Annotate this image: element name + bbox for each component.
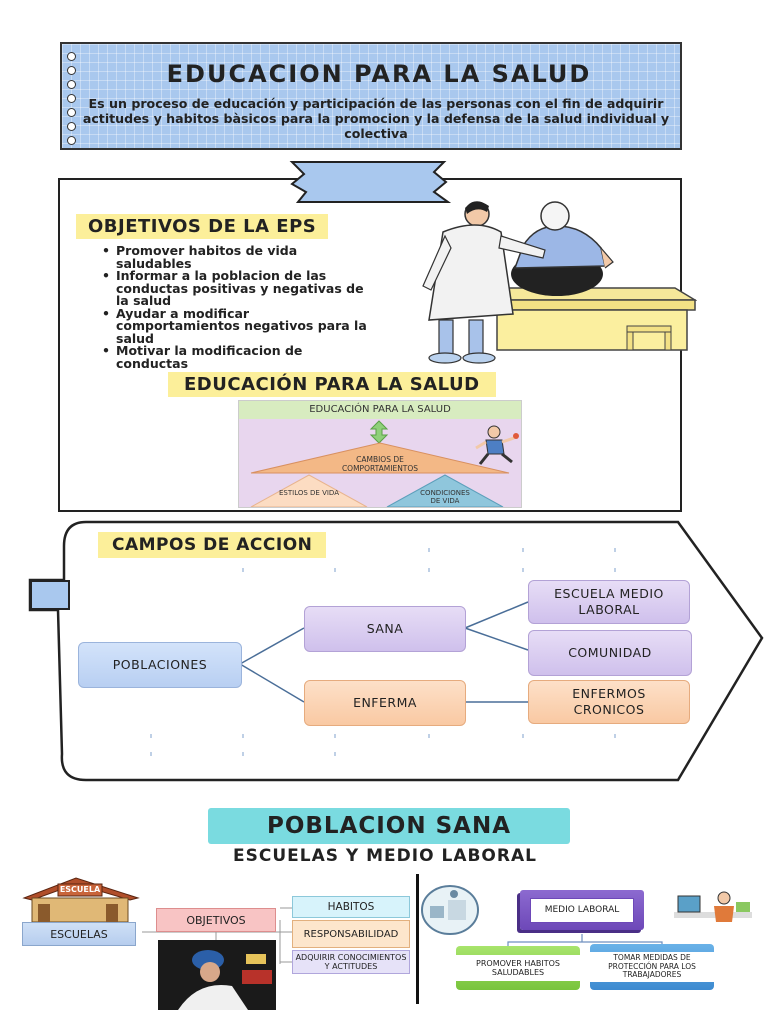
- node-enferma: ENFERMA: [304, 680, 466, 726]
- eps-right-label: CONDICIONES DE VIDA: [420, 489, 470, 505]
- poblacion-sana-label: POBLACION SANA: [208, 808, 570, 844]
- dot: [522, 548, 524, 552]
- dot: [242, 734, 244, 738]
- list-item: • Ayudar a modificar comportamientos negativos para la salud: [100, 308, 370, 346]
- dot: [428, 548, 430, 552]
- dot: [150, 734, 152, 738]
- school-house-icon: [20, 874, 140, 924]
- poblacion-sana-subtitle: ESCUELAS Y MEDIO LABORAL: [233, 846, 537, 866]
- medio-laboral-box: [520, 890, 644, 930]
- campos-label: CAMPOS DE ACCION: [98, 532, 326, 558]
- runner-icon: [472, 424, 522, 466]
- notebook-ring-icon: [67, 94, 76, 103]
- promover-text: PROMOVER HABITOS SALUDABLES: [456, 955, 580, 981]
- node-comunidad: COMUNIDAD: [528, 630, 692, 676]
- student-photo: [158, 940, 276, 1010]
- edu-section-label: EDUCACIÓN PARA LA SALUD: [168, 372, 496, 397]
- objetivos-list: [100, 245, 370, 370]
- list-item: • Informar a la poblacion de las conductas positivas y negativas de la salud: [100, 270, 370, 308]
- office-worker-illustration: [670, 886, 756, 934]
- eps-middle-label: CAMBIOS DE COMPORTAMIENTOS: [341, 455, 419, 473]
- notebook-ring-icon: [67, 52, 76, 61]
- notebook-ring-icon: [67, 80, 76, 89]
- header-description: Es un proceso de educación y participación de las personas con el fin de adquirir actitudes y habitos bàsicos para la promocion y la defensa de la salud individual y colectiva: [82, 96, 670, 141]
- promover-box: [456, 946, 580, 990]
- dot: [334, 568, 336, 572]
- tomar-box: [590, 944, 714, 990]
- medio-laboral-text: MEDIO LABORAL: [530, 898, 635, 923]
- notebook-ring-icon: [67, 136, 76, 145]
- dot: [522, 734, 524, 738]
- tomar-text: TOMAR MEDIDAS DE PROTECCIÓN PARA LOS TRABAJADORES: [590, 952, 714, 982]
- eps-diagram-title: EDUCACIÓN PARA LA SALUD: [239, 401, 521, 419]
- responsabilidad-box: RESPONSABILIDAD: [292, 920, 410, 948]
- list-item: • Promover habitos de vida saludables: [100, 245, 370, 270]
- notebook-ring-icon: [67, 66, 76, 75]
- dot: [522, 568, 524, 572]
- header-card: [60, 42, 682, 150]
- dot: [614, 734, 616, 738]
- objetivos-box: OBJETIVOS: [156, 908, 276, 932]
- eps-left-label: ESTILOS DE VIDA: [279, 489, 339, 497]
- node-poblaciones: POBLACIONES: [78, 642, 242, 688]
- list-item: • Motivar la modificacion de conductas: [100, 345, 370, 370]
- dot: [428, 734, 430, 738]
- dot: [150, 752, 152, 756]
- node-escuela-medio-laboral: ESCUELA MEDIO LABORAL: [528, 580, 690, 624]
- node-enfermos-cronicos: ENFERMOS CRONICOS: [528, 680, 690, 724]
- notebook-ring-icon: [67, 108, 76, 117]
- page-title: EDUCACION PARA LA SALUD: [166, 60, 592, 88]
- node-sana: SANA: [304, 606, 466, 652]
- dot: [334, 752, 336, 756]
- dot: [242, 568, 244, 572]
- divider: [416, 874, 419, 1004]
- adquirir-box: ADQUIRIR CONOCIMIENTOS Y ACTITUDES: [292, 950, 410, 974]
- dot: [334, 734, 336, 738]
- dot: [428, 568, 430, 572]
- school-sign: ESCUELA: [59, 885, 101, 894]
- dot: [614, 568, 616, 572]
- notebook-ring-icon: [67, 122, 76, 131]
- escuelas-box: ESCUELAS: [22, 922, 136, 946]
- objetivos-label: OBJETIVOS DE LA EPS: [76, 214, 328, 239]
- dot: [614, 548, 616, 552]
- dot: [242, 752, 244, 756]
- habitos-box: HABITOS: [292, 896, 410, 918]
- doctor-patient-illustration: [405, 196, 697, 368]
